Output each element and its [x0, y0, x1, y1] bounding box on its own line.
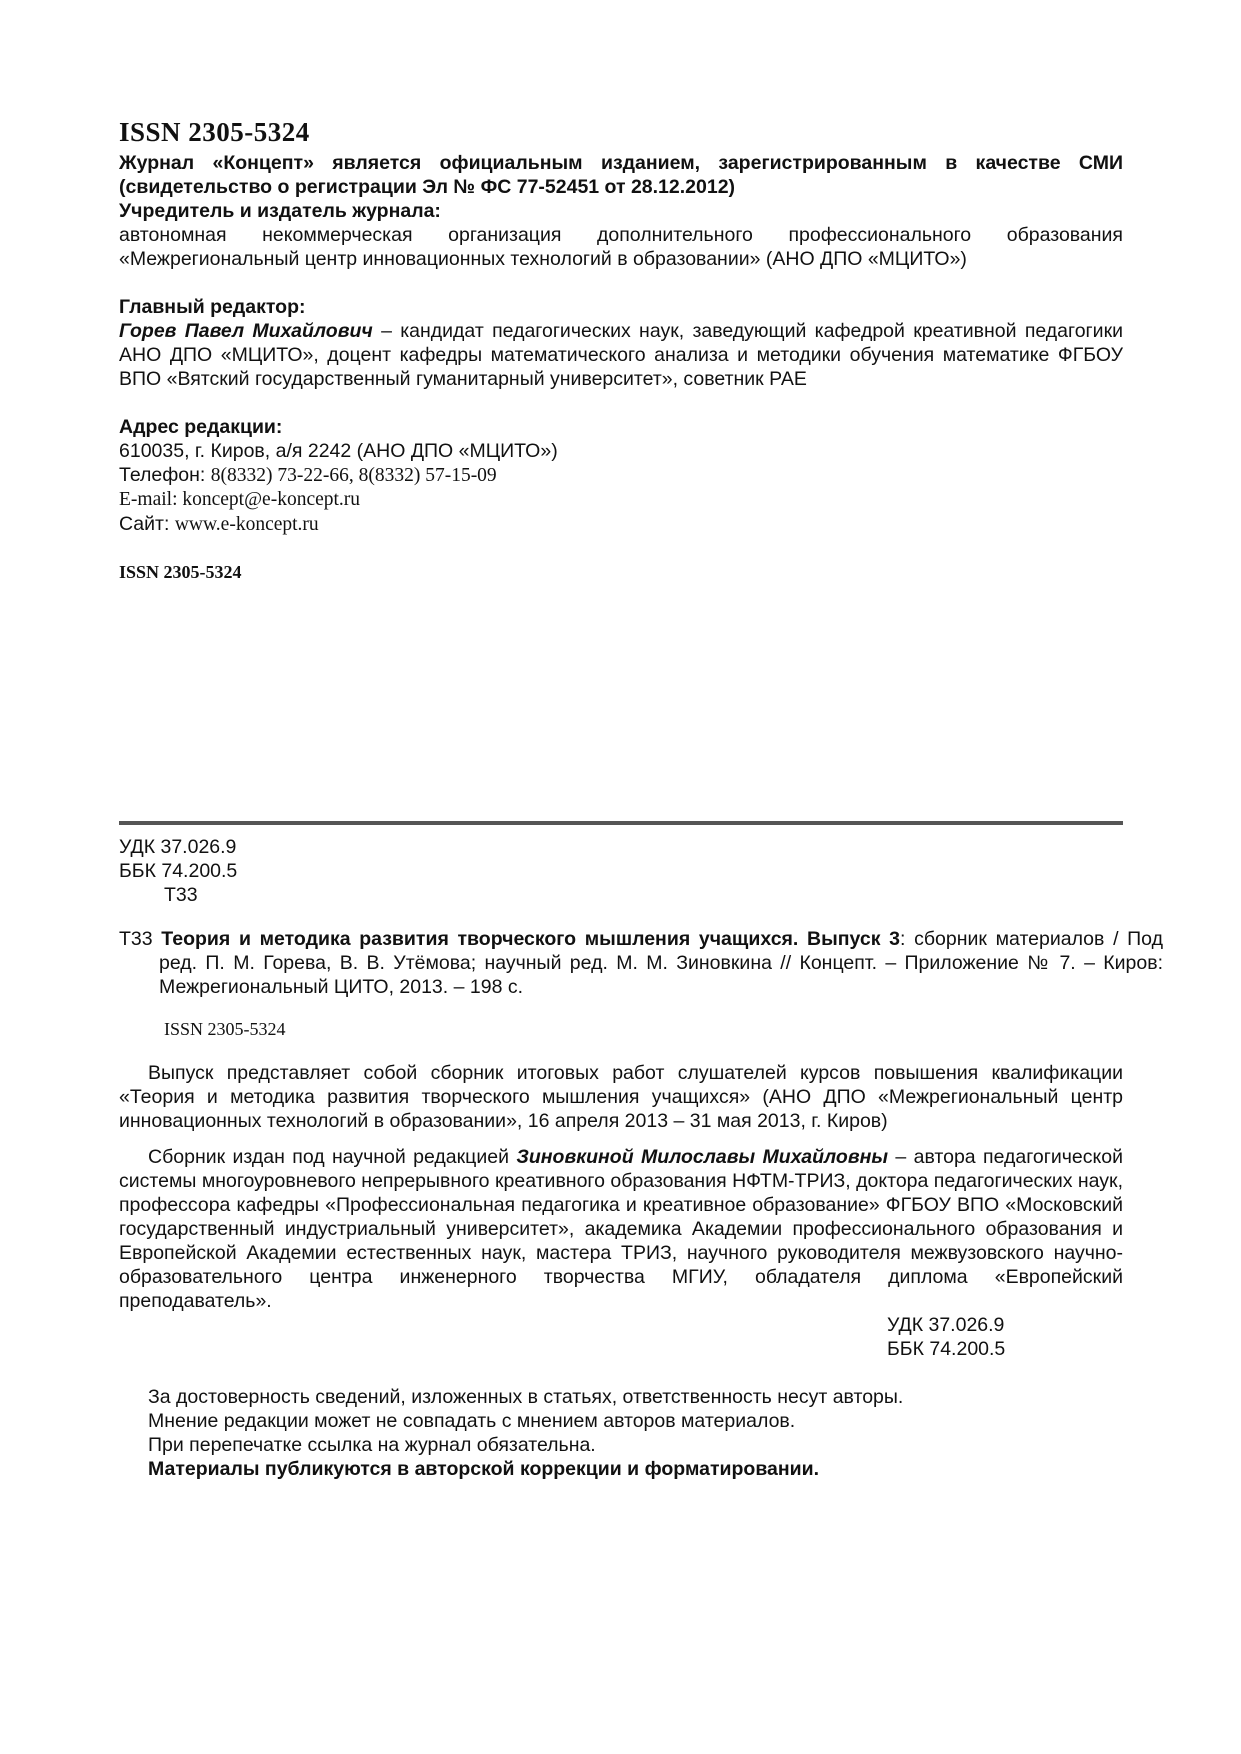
udk-code: УДК 37.026.9 — [119, 836, 237, 858]
site-line — [119, 512, 1123, 537]
divider-line — [119, 821, 1123, 825]
bbk-code: ББК 74.200.5 — [119, 860, 238, 882]
abstract-codes — [887, 1313, 1123, 1361]
entry-code: Т33 — [119, 928, 162, 950]
disclaimer-line-3: При перепечатке ссылка на журнал обязательна. — [148, 1434, 596, 1456]
entry-details: : сборник материалов / Под ред. П. М. Горева, В. В. Утёмова; научный ред. М. М. Зиновкина // Концепт. – Приложение № 7. – Киров: Межрегиональный ЦИТО, 2013. – 198 с. — [159, 928, 1163, 998]
editor-paragraph — [119, 319, 1123, 391]
disclaimer-line-2: Мнение редакции может не совпадать с мнением авторов материалов. — [148, 1410, 796, 1432]
email-line — [119, 488, 1123, 512]
registration-line-2: (свидетельство о регистрации Эл № ФС 77-52451 от 28.12.2012) — [119, 176, 736, 198]
disclaimer-line-4: Материалы публикуются в авторской коррекции и форматировании. — [148, 1458, 820, 1480]
abstract-paragraph-2 — [119, 1145, 1123, 1313]
editor-heading: Главный редактор: — [119, 296, 306, 318]
founder-text — [119, 223, 1123, 271]
address-heading: Адрес редакции: — [119, 416, 283, 438]
disclaimer — [148, 1385, 1123, 1481]
issn-small: ISSN 2305-5324 — [119, 562, 242, 582]
abstract-udk: УДК 37.026.9 — [887, 1314, 1005, 1336]
site-label: Сайт: — [119, 513, 175, 535]
scientific-editor-description: – автора педагогической системы многоуровневого непрерывного креативного образования НФТМ-ТРИЗ, доктора педагогических наук, профессора кафедры «Профессиональная педагогика и креативное образование» ФГБОУ ВПО «Московский государственный индустриальный университет», академика Академии профессионального образования и Европейской Академии естественных наук, мастера ТРИЗ, научного руководителя межвузовского научно-образовательного центра инженерного творчества МГИУ, обладателя диплома «Европейский преподаватель». — [119, 1146, 1123, 1312]
catalog-entry — [119, 927, 1163, 999]
email-label: E-mail: — [119, 489, 183, 510]
editor-name: Горев Павел Михайлович — [119, 320, 373, 342]
abstract-intro: Сборник издан под научной редакцией — [148, 1146, 517, 1168]
address-block — [119, 439, 1123, 537]
disclaimer-line-1: За достоверность сведений, изложенных в статьях, ответственность несут авторы. — [148, 1386, 904, 1408]
issn-title: ISSN 2305-5324 — [119, 117, 310, 147]
site-url[interactable]: www.e-koncept.ru — [174, 514, 319, 535]
founder-heading: Учредитель и издатель журнала: — [119, 200, 441, 222]
entry-title: Теория и методика развития творческого мышления учащихся. Выпуск 3 — [161, 928, 901, 950]
founder-line-1: автономная некоммерческая организация дополнительного профессионального образования — [119, 224, 1123, 246]
author-mark: Т33 — [164, 884, 198, 906]
catalog-issn: ISSN 2305-5324 — [164, 1019, 286, 1039]
abstract-bbk: ББК 74.200.5 — [887, 1338, 1006, 1360]
founder-line-2: «Межрегиональный центр инновационных технологий в образовании» (АНО ДПО «МЦИТО») — [119, 248, 967, 270]
phone-number: 8(8332) 73-22-66, 8(8332) 57-15-09 — [210, 465, 497, 486]
editor-description: – кандидат педагогических наук, заведующий кафедрой креативной педагогики АНО ДПО «МЦИТО», доцент кафедры математического анализа и методики обучения математике ФГБОУ ВПО «Вятский государственный гуманитарный университет», советник РАЕ — [119, 320, 1123, 390]
phone-label: Телефон: — [119, 464, 211, 486]
registration-line-1: Журнал «Концепт» является официальным изданием, зарегистрированным в качестве СМИ — [119, 152, 1123, 174]
phone-line — [119, 463, 1123, 488]
catalog-codes — [119, 835, 1123, 907]
postal-address: 610035, г. Киров, а/я 2242 (АНО ДПО «МЦИТО») — [119, 440, 558, 462]
registration-statement — [119, 151, 1123, 223]
abstract-paragraph-1: Выпуск представляет собой сборник итоговых работ слушателей курсов повышения квалификации «Теория и методика развития творческого мышления учащихся» (АНО ДПО «Межрегиональный центр инновационных технологий в образовании», 16 апреля 2013 – 31 мая 2013, г. Киров) — [119, 1062, 1123, 1132]
email-address[interactable]: koncept@e-koncept.ru — [182, 489, 361, 510]
scientific-editor-name: Зиновкиной Милославы Михайловны — [516, 1146, 889, 1168]
